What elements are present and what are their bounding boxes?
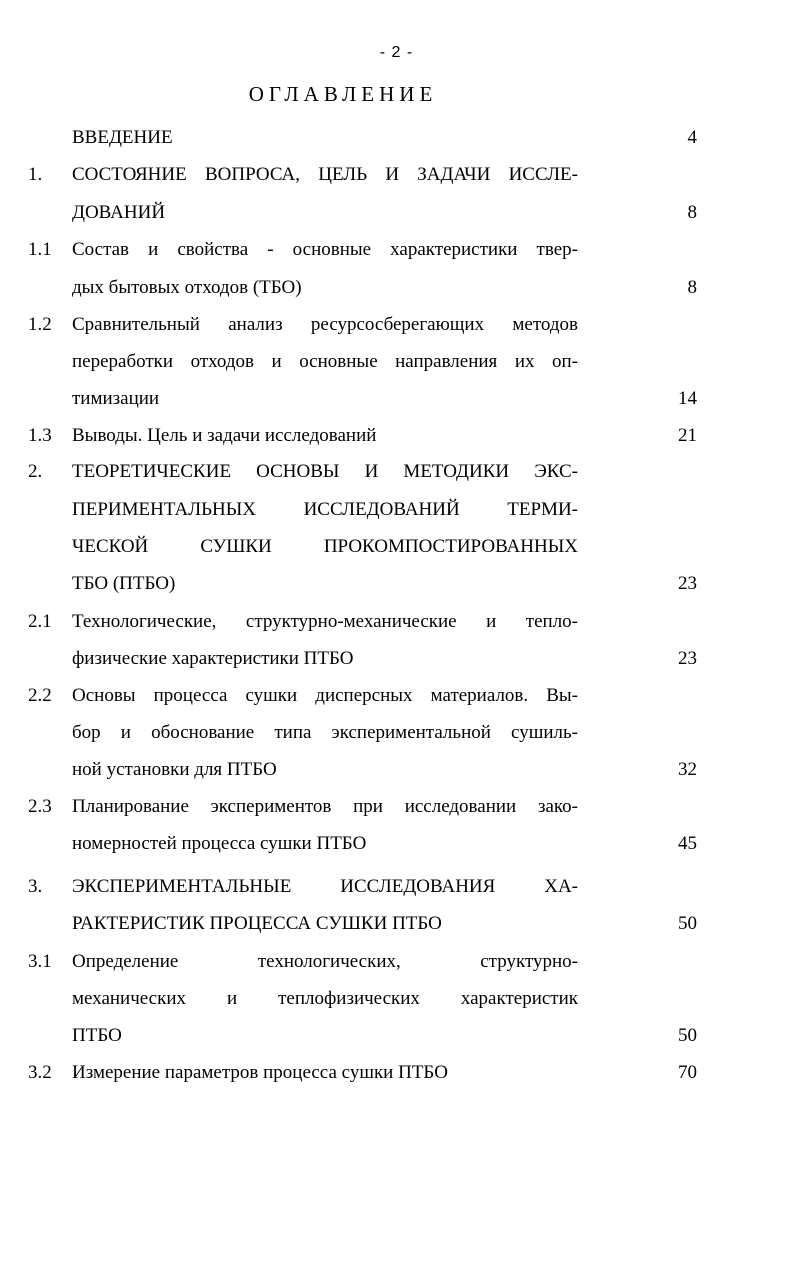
toc-entry-number: 3. — [28, 876, 43, 897]
toc-entry-line: механических и теплофизических характеристик — [72, 988, 578, 1009]
toc-entry-number: 2.2 — [28, 685, 52, 706]
toc-entry-page: 23 — [678, 648, 697, 669]
toc-entry-page: 50 — [678, 913, 697, 934]
toc-entry-line: ПЕРИМЕНТАЛЬНЫХ ИССЛЕДОВАНИЙ ТЕРМИ- — [72, 499, 578, 520]
toc-entry-line: бор и обоснование типа экспериментальной сушиль- — [72, 722, 578, 743]
toc-entry-line: ВВЕДЕНИЕ — [72, 127, 173, 148]
toc-entry-line: физические характеристики ПТБО — [72, 648, 354, 669]
toc-entry-line: Основы процесса сушки дисперсных материалов. Вы- — [72, 685, 578, 706]
toc-entry-number: 1.3 — [28, 425, 52, 446]
toc-entry-line: переработки отходов и основные направления их оп- — [72, 351, 578, 372]
toc-entry-line: Состав и свойства - основные характеристики твер- — [72, 239, 578, 260]
page-number: - 2 - — [379, 44, 414, 61]
toc-entry-number: 3.1 — [28, 951, 52, 972]
toc-entry-page: 14 — [678, 388, 697, 409]
toc-entry-line: Определение технологических, структурно- — [72, 951, 578, 972]
toc-entry-line: ЭКСПЕРИМЕНТАЛЬНЫЕ ИССЛЕДОВАНИЯ ХА- — [72, 876, 578, 897]
toc-entry-page: 21 — [678, 425, 697, 446]
toc-entry-line: СОСТОЯНИЕ ВОПРОСА, ЦЕЛЬ И ЗАДАЧИ ИССЛЕ- — [72, 164, 578, 185]
toc-entry-line: Измерение параметров процесса сушки ПТБО — [72, 1062, 448, 1083]
toc-entry-line: ной установки для ПТБО — [72, 759, 277, 780]
toc-entry-line: ПТБО — [72, 1025, 122, 1046]
toc-title-text: ОГЛАВЛЕНИЕ — [248, 82, 438, 106]
toc-entry-page: 8 — [687, 202, 697, 223]
toc-entry-number: 1. — [28, 164, 43, 185]
toc-entry-page: 8 — [687, 277, 697, 298]
toc-entry-number: 1.1 — [28, 239, 52, 260]
toc-entry-line: дых бытовых отходов (ТБО) — [72, 277, 302, 298]
toc-entry-line: Технологические, структурно-механические и тепло- — [72, 611, 578, 632]
toc-entry-number: 2.3 — [28, 796, 52, 817]
toc-entry-line: РАКТЕРИСТИК ПРОЦЕССА СУШКИ ПТБО — [72, 913, 442, 934]
toc-entry-line: Планирование экспериментов при исследовании зако- — [72, 796, 578, 817]
toc-entry-page: 50 — [678, 1025, 697, 1046]
toc-entry-line: тимизации — [72, 388, 160, 409]
toc-entry-page: 4 — [687, 127, 697, 148]
toc-entry-line: Сравнительный анализ ресурсосберегающих методов — [72, 314, 578, 335]
toc-entry-line: ТЕОРЕТИЧЕСКИЕ ОСНОВЫ И МЕТОДИКИ ЭКС- — [72, 461, 578, 482]
toc-entry-line: ТБО (ПТБО) — [72, 573, 176, 594]
toc-entry-page: 70 — [678, 1062, 697, 1083]
toc-entry-line: номерностей процесса сушки ПТБО — [72, 833, 367, 854]
toc-entry-line: ЧЕСКОЙ СУШКИ ПРОКОМПОСТИРОВАННЫХ — [72, 536, 578, 557]
toc-entry-number: 3.2 — [28, 1062, 52, 1083]
toc-entry-line: ДОВАНИЙ — [72, 202, 166, 223]
toc-entry-number: 2. — [28, 461, 43, 482]
toc-entry-page: 23 — [678, 573, 697, 594]
toc-entry-number: 1.2 — [28, 314, 52, 335]
toc-entry-number: 2.1 — [28, 611, 52, 632]
toc-entry-page: 45 — [678, 833, 697, 854]
toc-entry-line: Выводы. Цель и задачи исследований — [72, 425, 377, 446]
toc-title — [0, 82, 686, 107]
toc-entry-page: 32 — [678, 759, 697, 780]
